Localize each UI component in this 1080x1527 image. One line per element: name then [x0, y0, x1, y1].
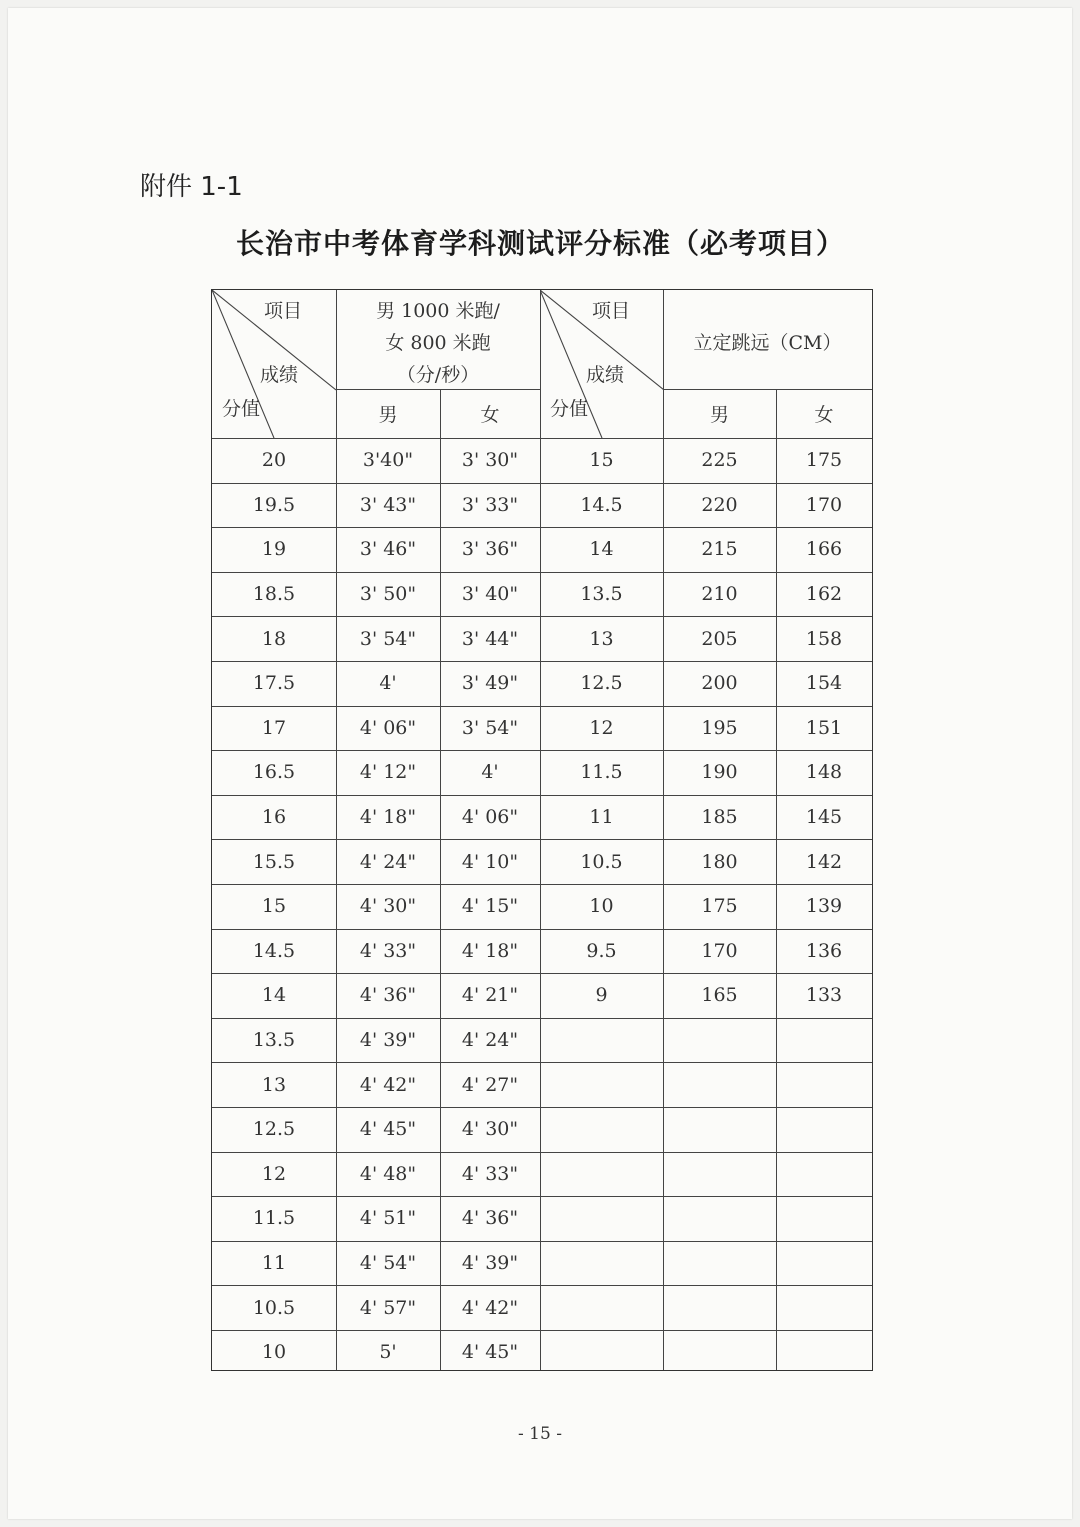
table-cell: 10	[261, 1341, 287, 1364]
table-cell: 3' 50"	[359, 583, 417, 606]
table-cell: 16.5	[252, 761, 296, 784]
table-cell: 10.5	[580, 850, 623, 873]
page-title: 长治市中考体育学科测试评分标准（必考项目）	[236, 227, 846, 260]
header-subdivider	[336, 389, 540, 390]
table-cell: 17	[261, 716, 287, 739]
right-header-item: 项目	[592, 300, 631, 322]
table-cell: 4' 51"	[359, 1207, 417, 1230]
table-cell: 3' 30"	[461, 449, 519, 472]
run-header-line1: 男 1000 米跑/	[376, 300, 500, 322]
table-cell	[663, 1196, 776, 1241]
right-header-points: 分值	[550, 398, 589, 420]
table-cell: 4' 36"	[461, 1207, 519, 1230]
table-cell: 185	[701, 806, 738, 829]
table-cell: 166	[805, 538, 843, 561]
table-cell: 3'40"	[362, 449, 414, 472]
table-cell: 4' 42"	[359, 1073, 417, 1096]
table-cell: 142	[805, 850, 843, 873]
table-cell	[776, 1241, 872, 1286]
table-cell: 4' 06"	[461, 806, 519, 829]
table-cell: 20	[261, 449, 287, 472]
page-number: - 15 -	[518, 1424, 562, 1444]
table-cell: 13.5	[580, 583, 623, 606]
table-cell: 4' 42"	[461, 1296, 519, 1319]
table-cell: 4' 39"	[359, 1029, 417, 1052]
header-subdivider	[663, 389, 872, 390]
table-cell: 15	[589, 449, 614, 472]
jump-male-header: 男	[709, 404, 729, 426]
table-cell	[776, 1018, 872, 1063]
table-cell: 15.5	[252, 850, 296, 873]
table-cell: 3' 43"	[359, 493, 417, 516]
table-cell: 4' 33"	[461, 1162, 519, 1185]
table-cell: 9	[595, 984, 608, 1007]
table-cell: 136	[805, 939, 843, 962]
table-cell: 4' 12"	[359, 761, 417, 784]
table-cell: 3' 40"	[461, 583, 519, 606]
table-cell: 14.5	[252, 939, 296, 962]
table-cell: 4' 45"	[359, 1118, 417, 1141]
table-cell: 4' 30"	[461, 1118, 519, 1141]
table-cell: 12	[589, 716, 614, 739]
table-cell: 4' 48"	[359, 1162, 417, 1185]
table-cell: 17.5	[252, 672, 296, 695]
table-cell: 4'	[481, 761, 499, 784]
table-cell: 18	[261, 627, 287, 650]
table-cell	[540, 1241, 663, 1286]
table-cell: 3' 36"	[461, 538, 519, 561]
table-cell: 19.5	[252, 493, 296, 516]
table-cell: 139	[805, 895, 843, 918]
table-cell	[663, 1330, 776, 1375]
table-cell: 145	[805, 806, 843, 829]
table-cell: 4' 21"	[461, 984, 519, 1007]
table-cell: 18.5	[252, 583, 296, 606]
table-cell	[540, 1062, 663, 1107]
table-cell: 16	[261, 806, 287, 829]
table-cell: 190	[701, 761, 738, 784]
table-cell: 19	[261, 538, 287, 561]
table-cell	[663, 1107, 776, 1152]
table-cell: 3' 33"	[461, 493, 519, 516]
table-cell: 225	[701, 449, 738, 472]
run-female-header: 女	[480, 404, 500, 426]
table-cell: 3' 44"	[461, 627, 519, 650]
table-cell: 4' 39"	[461, 1252, 519, 1275]
table-cell	[663, 1018, 776, 1063]
table-cell: 175	[805, 449, 843, 472]
table-cell	[776, 1107, 872, 1152]
table-cell: 5'	[379, 1341, 397, 1364]
table-cell: 10	[589, 895, 614, 918]
table-cell	[540, 1152, 663, 1197]
table-cell: 14.5	[580, 493, 623, 516]
table-cell: 4' 30"	[359, 895, 417, 918]
run-header-line3: （分/秒）	[396, 364, 480, 386]
table-cell: 165	[701, 984, 738, 1007]
table-cell	[776, 1285, 872, 1330]
table-cell: 11	[589, 806, 614, 829]
table-cell: 4' 45"	[461, 1341, 519, 1364]
table-cell: 11.5	[252, 1207, 296, 1230]
table-cell: 4' 33"	[359, 939, 417, 962]
table-cell: 4' 54"	[359, 1252, 417, 1275]
table-cell: 220	[701, 493, 738, 516]
table-cell: 4' 06"	[359, 716, 417, 739]
run-header-line2: 女 800 米跑	[385, 332, 491, 354]
table-cell: 210	[701, 583, 738, 606]
table-cell: 4' 18"	[461, 939, 519, 962]
table-cell: 4' 24"	[461, 1029, 519, 1052]
table-cell: 133	[805, 984, 843, 1007]
table-cell: 4' 27"	[461, 1073, 519, 1096]
table-cell: 4' 57"	[359, 1296, 417, 1319]
table-cell: 4' 10"	[461, 850, 519, 873]
table-cell: 162	[805, 583, 843, 606]
table-cell	[776, 1062, 872, 1107]
table-cell	[663, 1062, 776, 1107]
left-header-score: 成绩	[260, 364, 299, 386]
table-cell	[540, 1018, 663, 1063]
table-cell: 4'	[379, 672, 397, 695]
table-cell	[540, 1285, 663, 1330]
table-cell: 205	[701, 627, 738, 650]
table-cell: 154	[805, 672, 843, 695]
table-cell: 3' 54"	[461, 716, 519, 739]
table-cell: 180	[701, 850, 738, 873]
table-cell: 200	[701, 672, 738, 695]
table-cell: 170	[701, 939, 738, 962]
left-header-item: 项目	[264, 300, 303, 322]
table-cell: 4' 24"	[359, 850, 417, 873]
table-cell	[540, 1196, 663, 1241]
table-cell: 148	[805, 761, 843, 784]
table-cell: 4' 18"	[359, 806, 417, 829]
jump-female-header: 女	[814, 404, 834, 426]
table-cell: 3' 54"	[359, 627, 417, 650]
table-cell: 15	[261, 895, 287, 918]
table-cell: 151	[805, 716, 843, 739]
table-cell	[663, 1241, 776, 1286]
table-cell	[776, 1330, 872, 1375]
right-header-score: 成绩	[586, 364, 625, 386]
table-cell: 170	[805, 493, 843, 516]
table-cell: 13.5	[252, 1029, 296, 1052]
table-cell: 9.5	[586, 939, 617, 962]
table-cell: 12	[261, 1162, 287, 1185]
table-cell	[776, 1152, 872, 1197]
table-cell: 12.5	[252, 1118, 296, 1141]
table-cell: 13	[261, 1073, 287, 1096]
table-cell: 158	[805, 627, 843, 650]
table-cell: 11.5	[580, 761, 623, 784]
table-cell: 215	[701, 538, 738, 561]
table-cell: 195	[701, 716, 738, 739]
table-cell: 3' 46"	[359, 538, 417, 561]
table-cell: 3' 49"	[461, 672, 519, 695]
table-cell	[663, 1285, 776, 1330]
run-male-header: 男	[378, 404, 398, 426]
table-cell: 4' 15"	[461, 895, 519, 918]
table-cell: 11	[261, 1252, 287, 1275]
left-header-points: 分值	[222, 398, 261, 420]
table-cell	[540, 1330, 663, 1375]
table-cell	[540, 1107, 663, 1152]
jump-header: 立定跳远（CM）	[693, 332, 842, 354]
table-cell: 4' 36"	[359, 984, 417, 1007]
table-cell: 12.5	[580, 672, 623, 695]
table-cell: 10.5	[252, 1296, 296, 1319]
table-cell: 14	[261, 984, 287, 1007]
table-cell: 13	[589, 627, 614, 650]
table-cell: 175	[701, 895, 738, 918]
attachment-label: 附件 1-1	[140, 172, 243, 202]
table-cell	[663, 1152, 776, 1197]
scoring-table	[211, 289, 873, 1371]
table-cell: 14	[589, 538, 614, 561]
table-cell	[776, 1196, 872, 1241]
